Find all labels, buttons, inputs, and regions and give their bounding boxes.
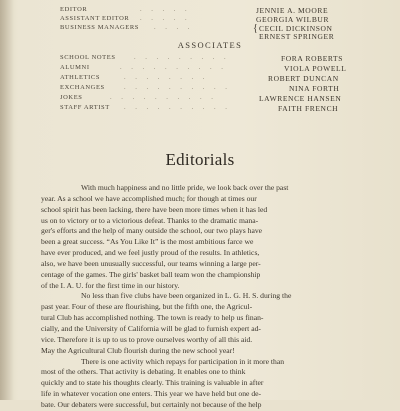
text-line: us on to victory or to a victorious defeat. Thanks to the dramatic mana-: [41, 215, 259, 225]
staff-row-editor: [0, 6, 400, 15]
associate-role: ALUMNI: [60, 64, 90, 71]
associate-row: [0, 84, 400, 93]
associate-role: STAFF ARTIST: [60, 104, 110, 111]
associate-name: FAITH FRENCH: [278, 104, 339, 113]
associate-name: VIOLA POWELL: [284, 64, 347, 73]
text-line: quickly and to state his thoughts clearly. This training is valuable in after: [41, 378, 264, 388]
leader-dots: . . . . . . . . . .: [124, 104, 231, 111]
associate-row: [0, 94, 400, 103]
text-line: been a great success. “As You Like It” is the most ambitious farce we: [41, 237, 254, 247]
text-line: May the Agricultural Club flourish during the new school year!: [41, 345, 235, 355]
associate-name: NINA FORTH: [289, 84, 340, 93]
associate-row: [0, 104, 400, 113]
text-line: With much happiness and no little pride, we look back over the past: [81, 183, 289, 192]
leader-dots: . . . . . . . . . .: [110, 94, 217, 101]
leader-dots: . . . . . . . . .: [134, 54, 230, 61]
paragraph: [41, 183, 377, 291]
text-line: have ever produced, and we feel justly proud of the results. In athletics,: [41, 248, 260, 258]
staff-name: JENNIE A. MOORE: [256, 6, 329, 15]
associates-heading: ASSOCIATES: [177, 40, 243, 50]
associate-role: ATHLETICS: [60, 74, 101, 81]
associate-row: [0, 64, 400, 73]
brace-icon: {: [253, 23, 259, 34]
associate-role: SCHOOL NOTES: [60, 54, 116, 61]
associate-name: ROBERT DUNCAN: [268, 74, 339, 83]
text-line: also, we have been unusually successful, our teams winning a large per-: [41, 258, 261, 268]
text-line: tural Club has accomplished nothing. The town is ready to help us finan-: [41, 313, 264, 323]
text-line: There is one activity which repays for participation in it more than: [81, 356, 285, 366]
associate-role: EXCHANGES: [60, 84, 105, 91]
paragraph: [41, 291, 377, 356]
leader-dots: . . . . . . . .: [124, 74, 209, 81]
leader-dots: . . . .: [154, 24, 194, 31]
text-line: past year. Four of these are flourishing, but the fifth one, the Agricul-: [41, 302, 253, 312]
associate-role: JOKES: [60, 94, 83, 101]
text-line: of the I. A. U. for the first time in our history.: [41, 280, 180, 290]
leader-dots: . . . . .: [140, 15, 191, 22]
text-line: life in whatever vocation one enters. This year we have held but one de-: [41, 389, 262, 399]
associate-name: LAWRENCE HANSEN: [259, 94, 342, 103]
text-line: cially, and the University of California will be glad to furnish expert ad-: [41, 323, 261, 333]
leader-dots: . . . . . . . . . .: [120, 64, 227, 71]
text-line: ger's efforts and the help of many outside the school, our two plays have: [41, 226, 263, 236]
text-line: school spirit has been lacking, there have been more times when it has led: [41, 204, 268, 214]
staff-role: ASSISTANT EDITOR: [60, 15, 130, 22]
text-line: bate. Our debaters were successful, but certainly not because of the help: [41, 399, 262, 409]
editorial-body: [41, 183, 377, 411]
staff-name: GEORGIA WILBUR: [256, 15, 330, 24]
text-line: No less than five clubs have been organized in L. G. H. S. during the: [81, 291, 292, 301]
staff-name: CECIL DICKINSON: [259, 24, 333, 33]
text-line: vice. Therefore it is up to us to prove ourselves worthy of all this aid.: [41, 334, 253, 344]
text-line: year. As a school we have accomplished much; for though at times our: [41, 193, 257, 203]
leader-dots: . . . . . . . . . .: [124, 84, 231, 91]
associate-row: [0, 74, 400, 83]
text-line: centage of the games. The girls' basket ball team won the championship: [41, 269, 261, 279]
associate-row: [0, 54, 400, 63]
leader-dots: . . . . .: [140, 6, 191, 13]
staff-role: EDITOR: [60, 6, 88, 13]
associate-name: FORA ROBERTS: [281, 54, 343, 63]
paragraph: [41, 357, 377, 411]
text-line: most of the others. That activity is debating. It enables one to think: [41, 367, 246, 377]
staff-name: ERNEST SPRINGER: [259, 32, 335, 41]
staff-row-assistant-editor: [0, 15, 400, 24]
page-title: Editorials: [165, 150, 235, 169]
staff-role: BUSINESS MANAGERS: [60, 24, 140, 31]
